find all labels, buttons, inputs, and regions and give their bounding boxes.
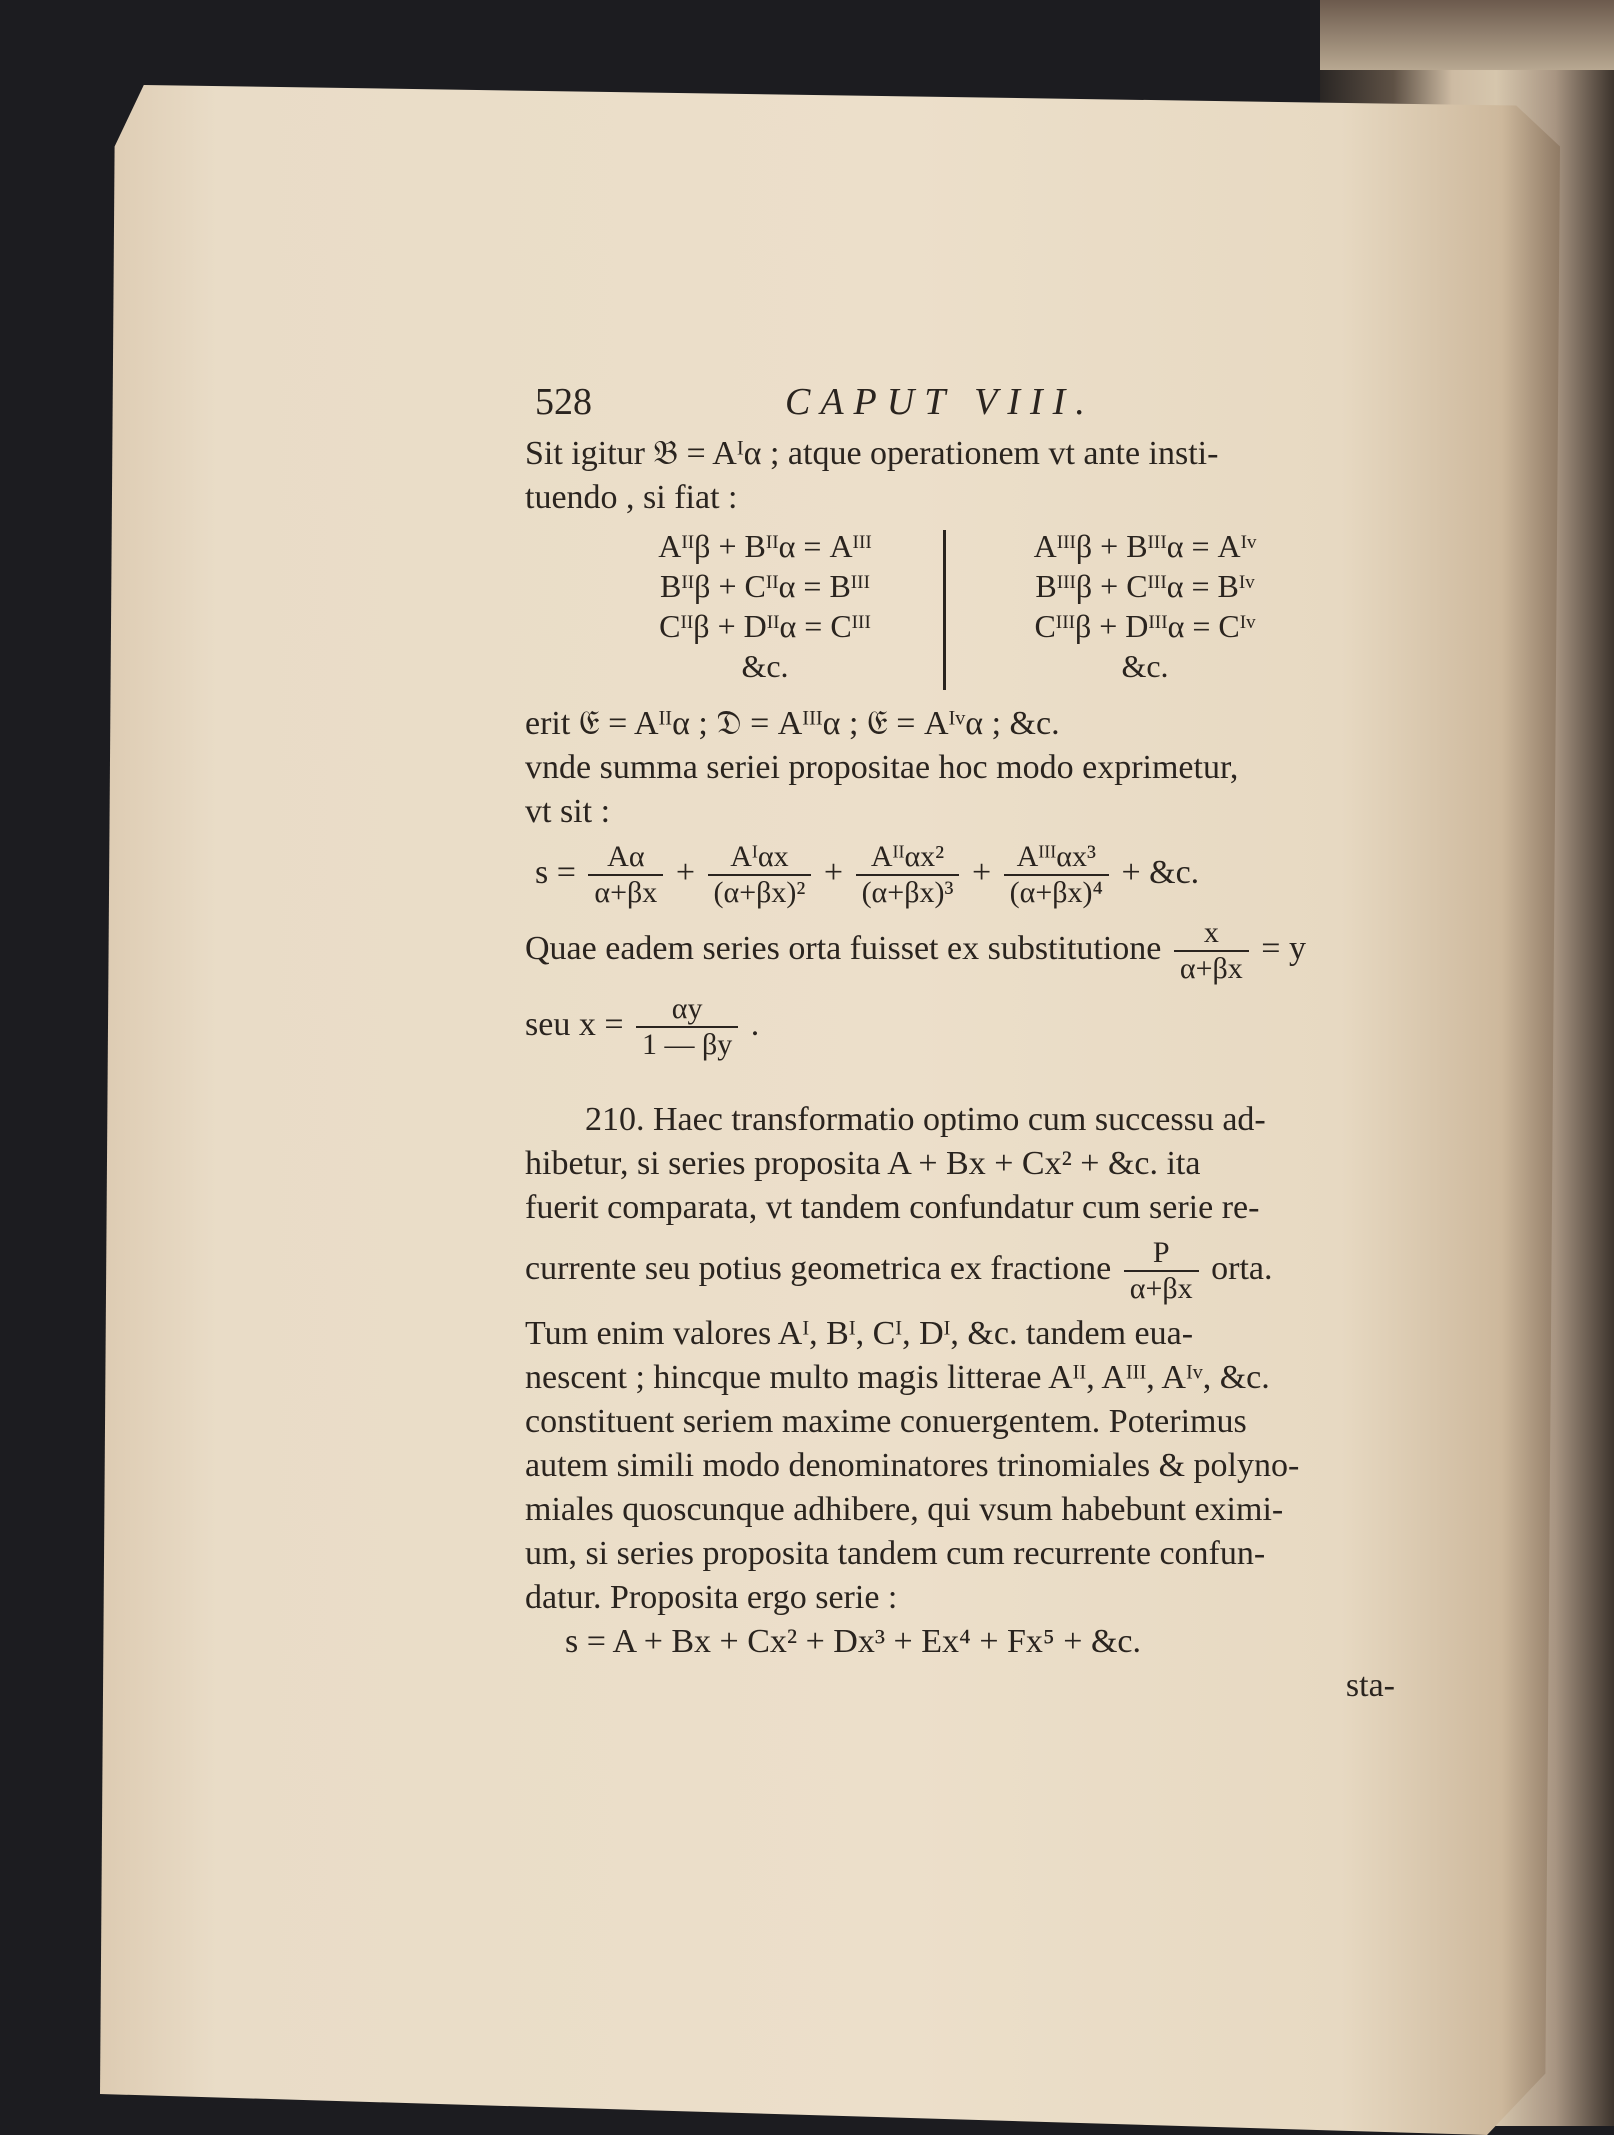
operation-line: &c. (1121, 648, 1169, 684)
equation-lhs: s = (535, 853, 576, 891)
book-top-edge (1320, 0, 1614, 70)
denominator: α+βx (1124, 1270, 1199, 1306)
text-line: vnde summa seriei propositae hoc modo exprimetur, (525, 749, 1239, 786)
operation-line: Bᴵᴵᴵβ + Cᴵᴵᴵα = Bᴵᵛ (1035, 568, 1255, 604)
denominator: α+βx (1174, 950, 1249, 986)
series-tail: + &c. (1121, 853, 1200, 891)
text-line: currente seu potius geometrica ex fractione (525, 1249, 1112, 1287)
operation-line: Aᴵᴵᴵβ + Bᴵᴵᴵα = Aᴵᵛ (1033, 528, 1257, 564)
equation-rhs: = y (1261, 929, 1306, 967)
denominator: (α+βx)⁴ (1004, 874, 1109, 910)
final-equation: s = A + Bx + Cx² + Dx³ + Ex⁴ + Fx⁵ + &c. (565, 1623, 1141, 1660)
plus-sign: + (823, 853, 844, 891)
page-number: 528 (535, 381, 592, 423)
denominator: 1 — βy (636, 1026, 738, 1062)
text-line: orta. (1211, 1249, 1273, 1287)
fraction (1174, 916, 1249, 986)
numerator: Aᴵᴵᴵαx³ (1016, 840, 1096, 873)
fraction (588, 840, 663, 910)
numerator: P (1152, 1236, 1170, 1269)
numerator: x (1203, 916, 1219, 949)
denominator: α+βx (588, 874, 663, 910)
text-line: Tum enim valores Aᴵ, Bᴵ, Cᴵ, Dᴵ, &c. tandem eua- (525, 1315, 1194, 1352)
numerator: αy (671, 992, 703, 1025)
series-equation (525, 840, 1415, 910)
text-line: erit 𝔈 = Aᴵᴵα ; 𝔇 = Aᴵᴵᴵα ; 𝔈 = Aᴵᵛα ; &c. (525, 705, 1060, 742)
fraction (1124, 1236, 1199, 1306)
paragraph-gap (525, 1068, 1415, 1098)
fraction (636, 992, 738, 1062)
operation-line: &c. (741, 648, 789, 684)
numerator: Aᴵαx (730, 840, 789, 873)
text-line: constituent seriem maxime conuergentem. Poterimus (525, 1403, 1247, 1440)
operations-right-column (945, 526, 1345, 686)
fraction-line (525, 1236, 1415, 1306)
text-line: Sit igitur 𝔅 = Aᴵα ; atque operationem vt ante insti- (525, 435, 1219, 472)
catchword: sta- (1345, 1667, 1395, 1704)
text-line: fuerit comparata, vt tandem confundatur cum serie re- (525, 1189, 1260, 1226)
numerator: Aα (607, 840, 645, 873)
text-line: autem simili modo denominatores trinomiales & polyno- (525, 1447, 1300, 1484)
text-line: vt sit : (525, 793, 611, 830)
substitution-line (525, 916, 1415, 986)
operations-table (525, 526, 1415, 696)
fraction (708, 840, 812, 910)
text-line: tuendo , si fiat : (525, 479, 738, 516)
text-line: miales quoscunque adhibere, qui vsum habebunt eximi- (525, 1491, 1284, 1528)
running-title: CAPUT VIII. (785, 381, 1095, 423)
text-line: datur. Proposita ergo serie : (525, 1579, 898, 1616)
period: . (750, 1005, 760, 1043)
seu-line (525, 992, 1415, 1062)
text-line: nescent ; hincque multo magis litterae Aᴵᴵ, Aᴵᴵᴵ, Aᴵᵛ, &c. (525, 1359, 1270, 1396)
page-content (525, 380, 1415, 1708)
plus-sign: + (971, 853, 992, 891)
denominator: (α+βx)² (708, 874, 812, 910)
operation-line: Aᴵᴵβ + Bᴵᴵα = Aᴵᴵᴵ (658, 528, 872, 564)
text-line: seu x = (525, 1005, 624, 1043)
text-line: um, si series proposita tandem cum recurrente confun- (525, 1535, 1266, 1572)
text-line: Quae eadem series orta fuisset ex substitutione (525, 929, 1162, 967)
operation-line: Cᴵᴵβ + Dᴵᴵα = Cᴵᴵᴵ (659, 608, 871, 644)
plus-sign: + (675, 853, 695, 891)
operations-left-column (565, 526, 965, 686)
operation-line: Bᴵᴵβ + Cᴵᴵα = Bᴵᴵᴵ (660, 568, 870, 604)
numerator: Aᴵᴵαx² (870, 840, 945, 873)
fraction (1004, 840, 1109, 910)
denominator: (α+βx)³ (856, 874, 960, 910)
page-header (525, 380, 1415, 432)
text-line: 210. Haec transformatio optimo cum successu ad- (585, 1101, 1266, 1138)
operation-line: Cᴵᴵᴵβ + Dᴵᴵᴵα = Cᴵᵛ (1034, 608, 1256, 644)
text-line: hibetur, si series proposita A + Bx + Cx² + &c. ita (525, 1145, 1201, 1182)
fraction (856, 840, 960, 910)
